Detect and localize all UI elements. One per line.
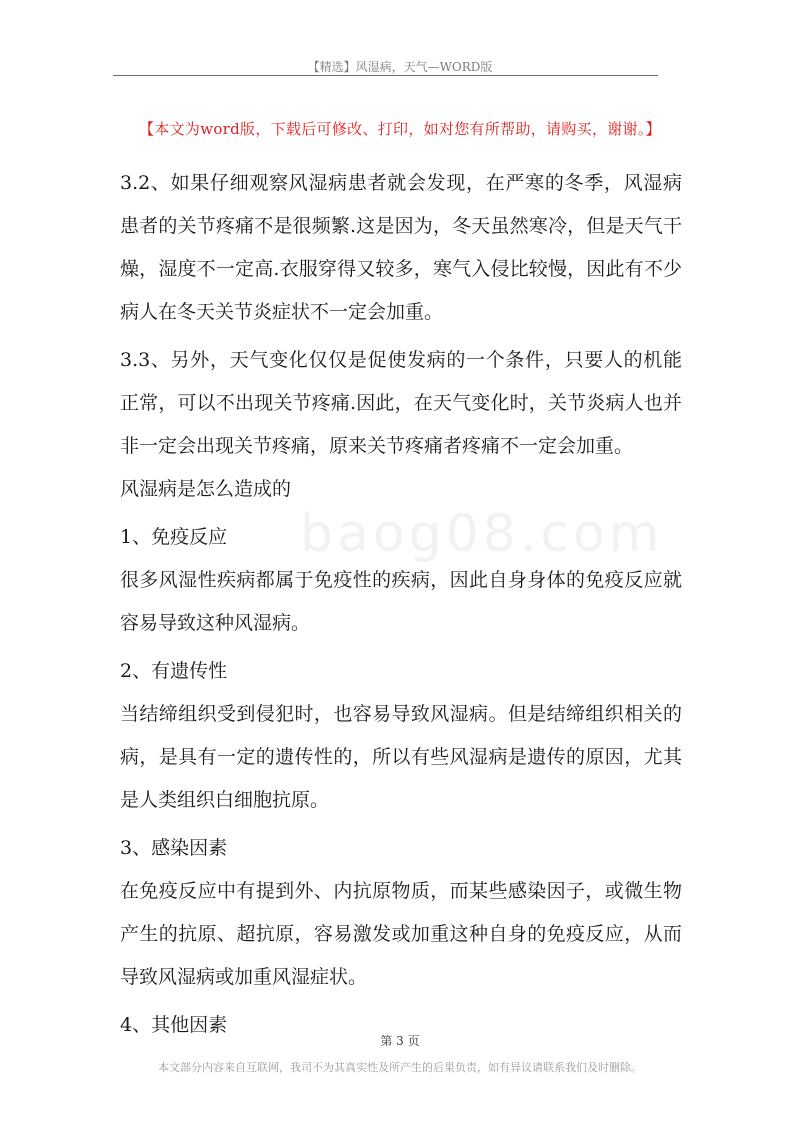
purchase-notice: 【本文为word版，下载后可修改、打印，如对您有所帮助，请购买，谢谢。】 bbox=[139, 120, 661, 138]
paragraph-immune-response: 很多风湿性疾病都属于免疫性的疾病，因此自身身体的免疫反应就容易导致这种风湿病。 bbox=[120, 569, 682, 634]
header-divider bbox=[113, 75, 658, 76]
page-number: 第 3 页 bbox=[380, 1034, 420, 1048]
footer-disclaimer: 本文部分内容来自互联网，我司不为其真实性及所产生的后果负责，如有异议请联系我们及时删除。 bbox=[158, 1061, 642, 1074]
paragraph-3-2: 3.2、如果仔细观察风湿病患者就会发现，在严寒的冬季，风湿病患者的关节疼痛不是很频繁.这是因为，冬天虽然寒冷，但是天气干燥，湿度不一定高.衣服穿得又较多，寒气入侵比较慢，因此有不少病人在冬天关节炎症状不一定会加重。 bbox=[120, 172, 682, 323]
document-body bbox=[120, 162, 682, 1047]
subheading-heredity: 2、有遗传性 bbox=[120, 660, 228, 682]
section-heading-causes: 风湿病是怎么造成的 bbox=[120, 478, 292, 500]
header-title: 【精选】风湿病，天气—WORD版 bbox=[307, 60, 493, 74]
paragraph-3-3: 3.3、另外，天气变化仅仅是促使发病的一个条件，只要人的机能正常，可以不出现关节疼痛.因此，在天气变化时，关节炎病人也并非一定会出现关节疼痛，原来关节疼痛者疼痛不一定会加重。 bbox=[120, 349, 682, 457]
paragraph-infection: 在免疫反应中有提到外、内抗原物质，而某些感染因子，或微生物产生的抗原、超抗原，容易激发或加重这种自身的免疫反应，从而导致风湿病或加重风湿症状。 bbox=[120, 880, 682, 988]
paragraph-heredity: 当结缔组织受到侵犯时，也容易导致风湿病。但是结缔组织相关的病，是具有一定的遗传性的，所以有些风湿病是遗传的原因，尤其是人类组织白细胞抗原。 bbox=[120, 703, 682, 811]
watermark: baog08.com bbox=[300, 504, 664, 564]
subheading-infection: 3、感染因素 bbox=[120, 837, 228, 859]
subheading-other-factors: 4、其他因素 bbox=[120, 1014, 228, 1036]
subheading-immune-response: 1、免疫反应 bbox=[120, 526, 228, 548]
